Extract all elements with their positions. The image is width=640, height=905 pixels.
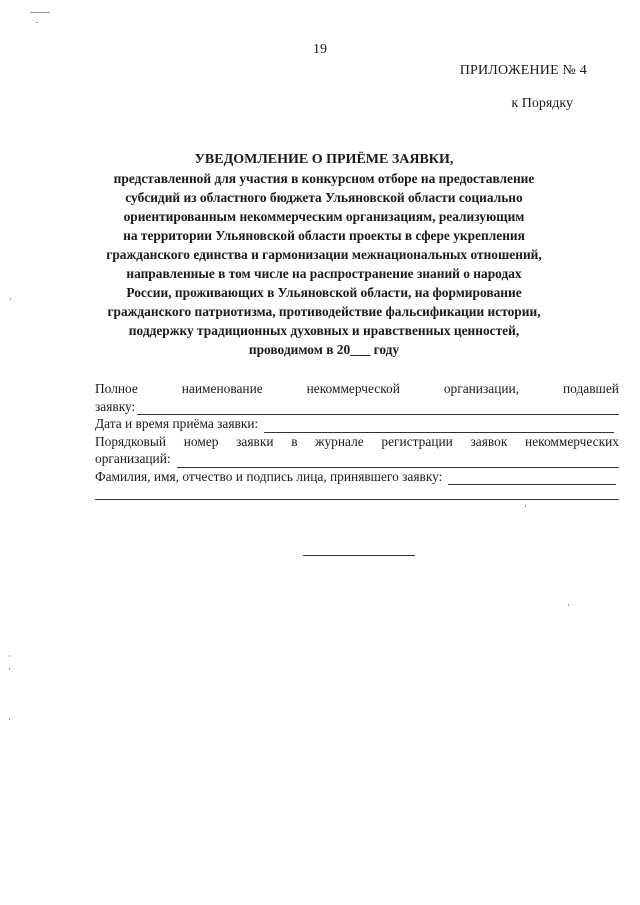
scan-artifact [9, 655, 10, 657]
subtitle-line: ориентированным некоммерческим организациям, реализующим [123, 209, 525, 224]
org-name-label-cont: заявку: [95, 398, 136, 414]
subtitle-line: России, проживающих в Ульяновской области, на формирование [126, 285, 522, 300]
reg-number-field [95, 450, 619, 468]
subtitle-line: направленные в том числе на распространение знаний о народах [126, 266, 522, 281]
reg-number-blank-line[interactable] [177, 455, 619, 468]
label-word: некоммерческой [306, 381, 400, 396]
subtitle-line: поддержку традиционных духовных и нравственных ценностей, [128, 323, 520, 338]
scan-artifact [525, 505, 526, 507]
date-time-blank-line[interactable] [264, 420, 614, 433]
receiver-blank-line-2[interactable] [95, 485, 619, 500]
org-name-blank-line[interactable] [137, 402, 619, 415]
to-order-label: к Порядку [511, 96, 573, 111]
subtitle-line: на территории Ульяновской области проекты в сфере укрепления [123, 228, 525, 243]
label-word: заявок [470, 433, 508, 449]
label-word: регистрации [381, 433, 453, 449]
label-word: Порядковый [95, 433, 167, 449]
label-word: некоммерческих [525, 433, 619, 449]
subtitle-line: проводимом в 20___ году [248, 342, 400, 357]
date-time-label: Дата и время приёма заявки: [95, 416, 259, 431]
label-word: наименование [181, 381, 263, 396]
label-word: заявки [236, 433, 274, 449]
label-word: организации, [443, 381, 520, 396]
receiver-field [95, 468, 619, 486]
subtitle-line: гражданского единства и гармонизации межнациональных отношений, [106, 247, 542, 262]
notice-fields [95, 380, 619, 500]
label-word: в [291, 433, 298, 449]
subtitle-line: гражданского патриотизма, противодействие фальсификации истории, [107, 304, 541, 319]
label-word: подавшей [562, 381, 619, 396]
scan-artifact [9, 718, 10, 720]
date-time-field [95, 415, 619, 433]
org-name-label-row [95, 380, 619, 398]
scan-artifact [10, 298, 11, 300]
scan-artifact [568, 604, 569, 606]
scan-artifact [36, 22, 38, 23]
page-number: 19 [313, 42, 327, 57]
document-title: УВЕДОМЛЕНИЕ О ПРИЁМЕ ЗАЯВКИ, [194, 152, 454, 167]
reg-number-label-row [95, 433, 619, 451]
label-word: журнале [315, 433, 364, 449]
subtitle-line: субсидий из областного бюджета Ульяновской области социально [125, 190, 523, 205]
label-word: Полное [95, 381, 138, 396]
signature-line [303, 555, 415, 556]
receiver-label: Фамилия, имя, отчество и подпись лица, принявшего заявку: [95, 468, 443, 484]
label-word: номер [183, 433, 219, 449]
reg-number-label-cont: организаций: [95, 451, 171, 466]
appendix-label: ПРИЛОЖЕНИЕ № 4 [459, 63, 587, 78]
subtitle-line: представленной для участия в конкурсном отборе на предоставление [113, 171, 535, 186]
document-title-block [100, 150, 548, 359]
receiver-blank-line[interactable] [448, 472, 616, 485]
org-name-field [95, 398, 619, 416]
scan-artifact [30, 12, 50, 13]
scan-artifact [9, 668, 10, 670]
